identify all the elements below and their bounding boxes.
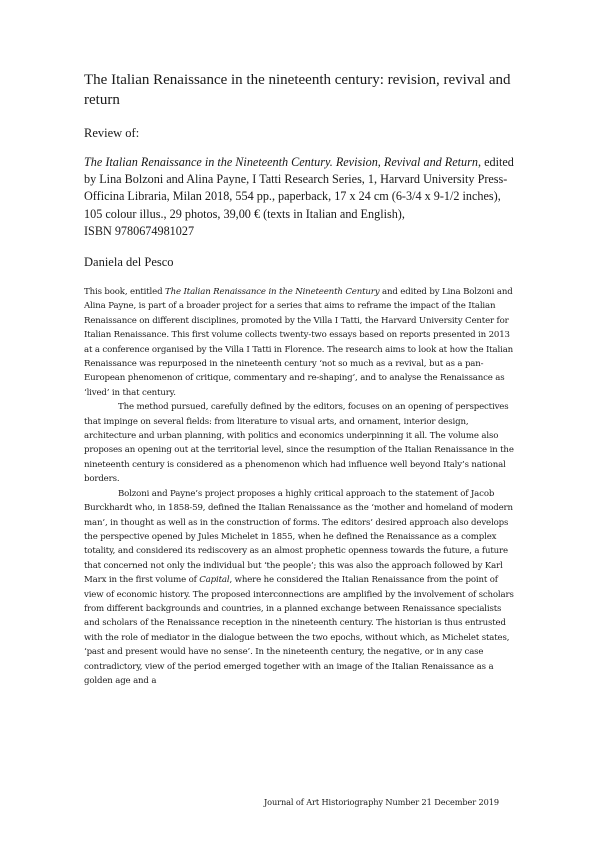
paragraph-3-text-a: Bolzoni and Payne’s project proposes a highly critical approach to the statement of Jacob Burckhardt who, in 1858-59, defined the Italian Renaissance as the ‘mother and homeland of modern man’, in thought as well as in the construction of forms. The editors’ desired approach also develops the perspective opened by Jules Michelet in 1855, when he defined the Renaissance as a complex totality, and considered its rediscovery as an almost prophetic openness towards the future, a future that concerned not only the individual but ‘the people’; this was also the approach followed by Karl Marx in the first volume of: [84, 488, 513, 586]
book-citation: [84, 154, 514, 240]
article-title: The Italian Renaissance in the nineteenth century: revision, revival and return: [84, 72, 511, 108]
article-body: [84, 285, 514, 688]
review-author: Daniela del Pesco: [84, 255, 174, 270]
book-title: The Italian Renaissance in the Nineteenth Century. Revision, Revival and Return: [84, 155, 478, 169]
book-details: , edited by Lina Bolzoni and Alina Payne, I Tatti Research Series, 1, Harvard University Press-Officina Libraria, Milan 2018, 554 pp., paperback, 17 x 24 cm (6-3/4 x 9-1/2 inches), 105 colour illus., 29 photos, 39,00 € (texts in Italian and English),: [84, 155, 514, 221]
page-content: [84, 70, 514, 688]
paragraph-1: [84, 285, 514, 400]
paragraph-1-text-a: This book, entitled: [84, 287, 166, 298]
paragraph-3-italic-title: Capital: [199, 575, 230, 586]
paragraph-1-text-b: and edited by Lina Bolzoni and Alina Payne, is part of a broader project for a series that aims to reframe the impact of the Italian Renaissance on different disciplines, promoted by the Villa I Tatti, the Harvard University Center for Italian Renaissance. This first volume collects twenty-two essays based on reports presented in 2013 at a conference organised by the Villa I Tatti in Florence. The research aims to look at how the Italian Renaissance was repurposed in the nineteenth century ‘not so much as a revival, but as a pan-European phenomenon of critique, commentary and re-shaping’, and to analyse the Renaissance as ‘lived’ in that century.: [84, 287, 514, 398]
review-label: Review of:: [84, 126, 140, 140]
paragraph-2: The method pursued, carefully defined by the editors, focuses on an opening of perspectives that impinge on several fields: from literature to visual arts, and ornament, interior design, architecture and urban planning, with politics and economics underpinning it all. The volume also proposes an opening out at the territorial level, since the resumption of the Italian Renaissance in the nineteenth century is considered as a phenomenon which had influence well beyond Italy’s national borders.: [84, 402, 514, 485]
paragraph-3: [84, 487, 514, 689]
paragraph-1-italic-title: The Italian Renaissance in the Nineteenth Century: [165, 287, 380, 298]
journal-footer: Journal of Art Historiography Number 21 December 2019: [263, 797, 499, 807]
book-isbn: ISBN 9780674981027: [84, 223, 195, 238]
paragraph-3-text-b: , where he considered the Italian Renaissance from the point of view of economic history. The proposed interconnections are amplified by the involvement of scholars from different backgrounds and countries, in a planned exchange between Renaissance specialists and scholars of the Renaissance reception in the nineteenth century. The historian is thus entrusted with the role of mediator in the dialogue between the two epochs, without which, as Michelet states, ‘past and present would have no sense’. In the nineteenth century, the negative, or in any case contradictory, view of the period emerged together with an image of the Italian Renaissance as a golden age and a: [84, 575, 514, 686]
